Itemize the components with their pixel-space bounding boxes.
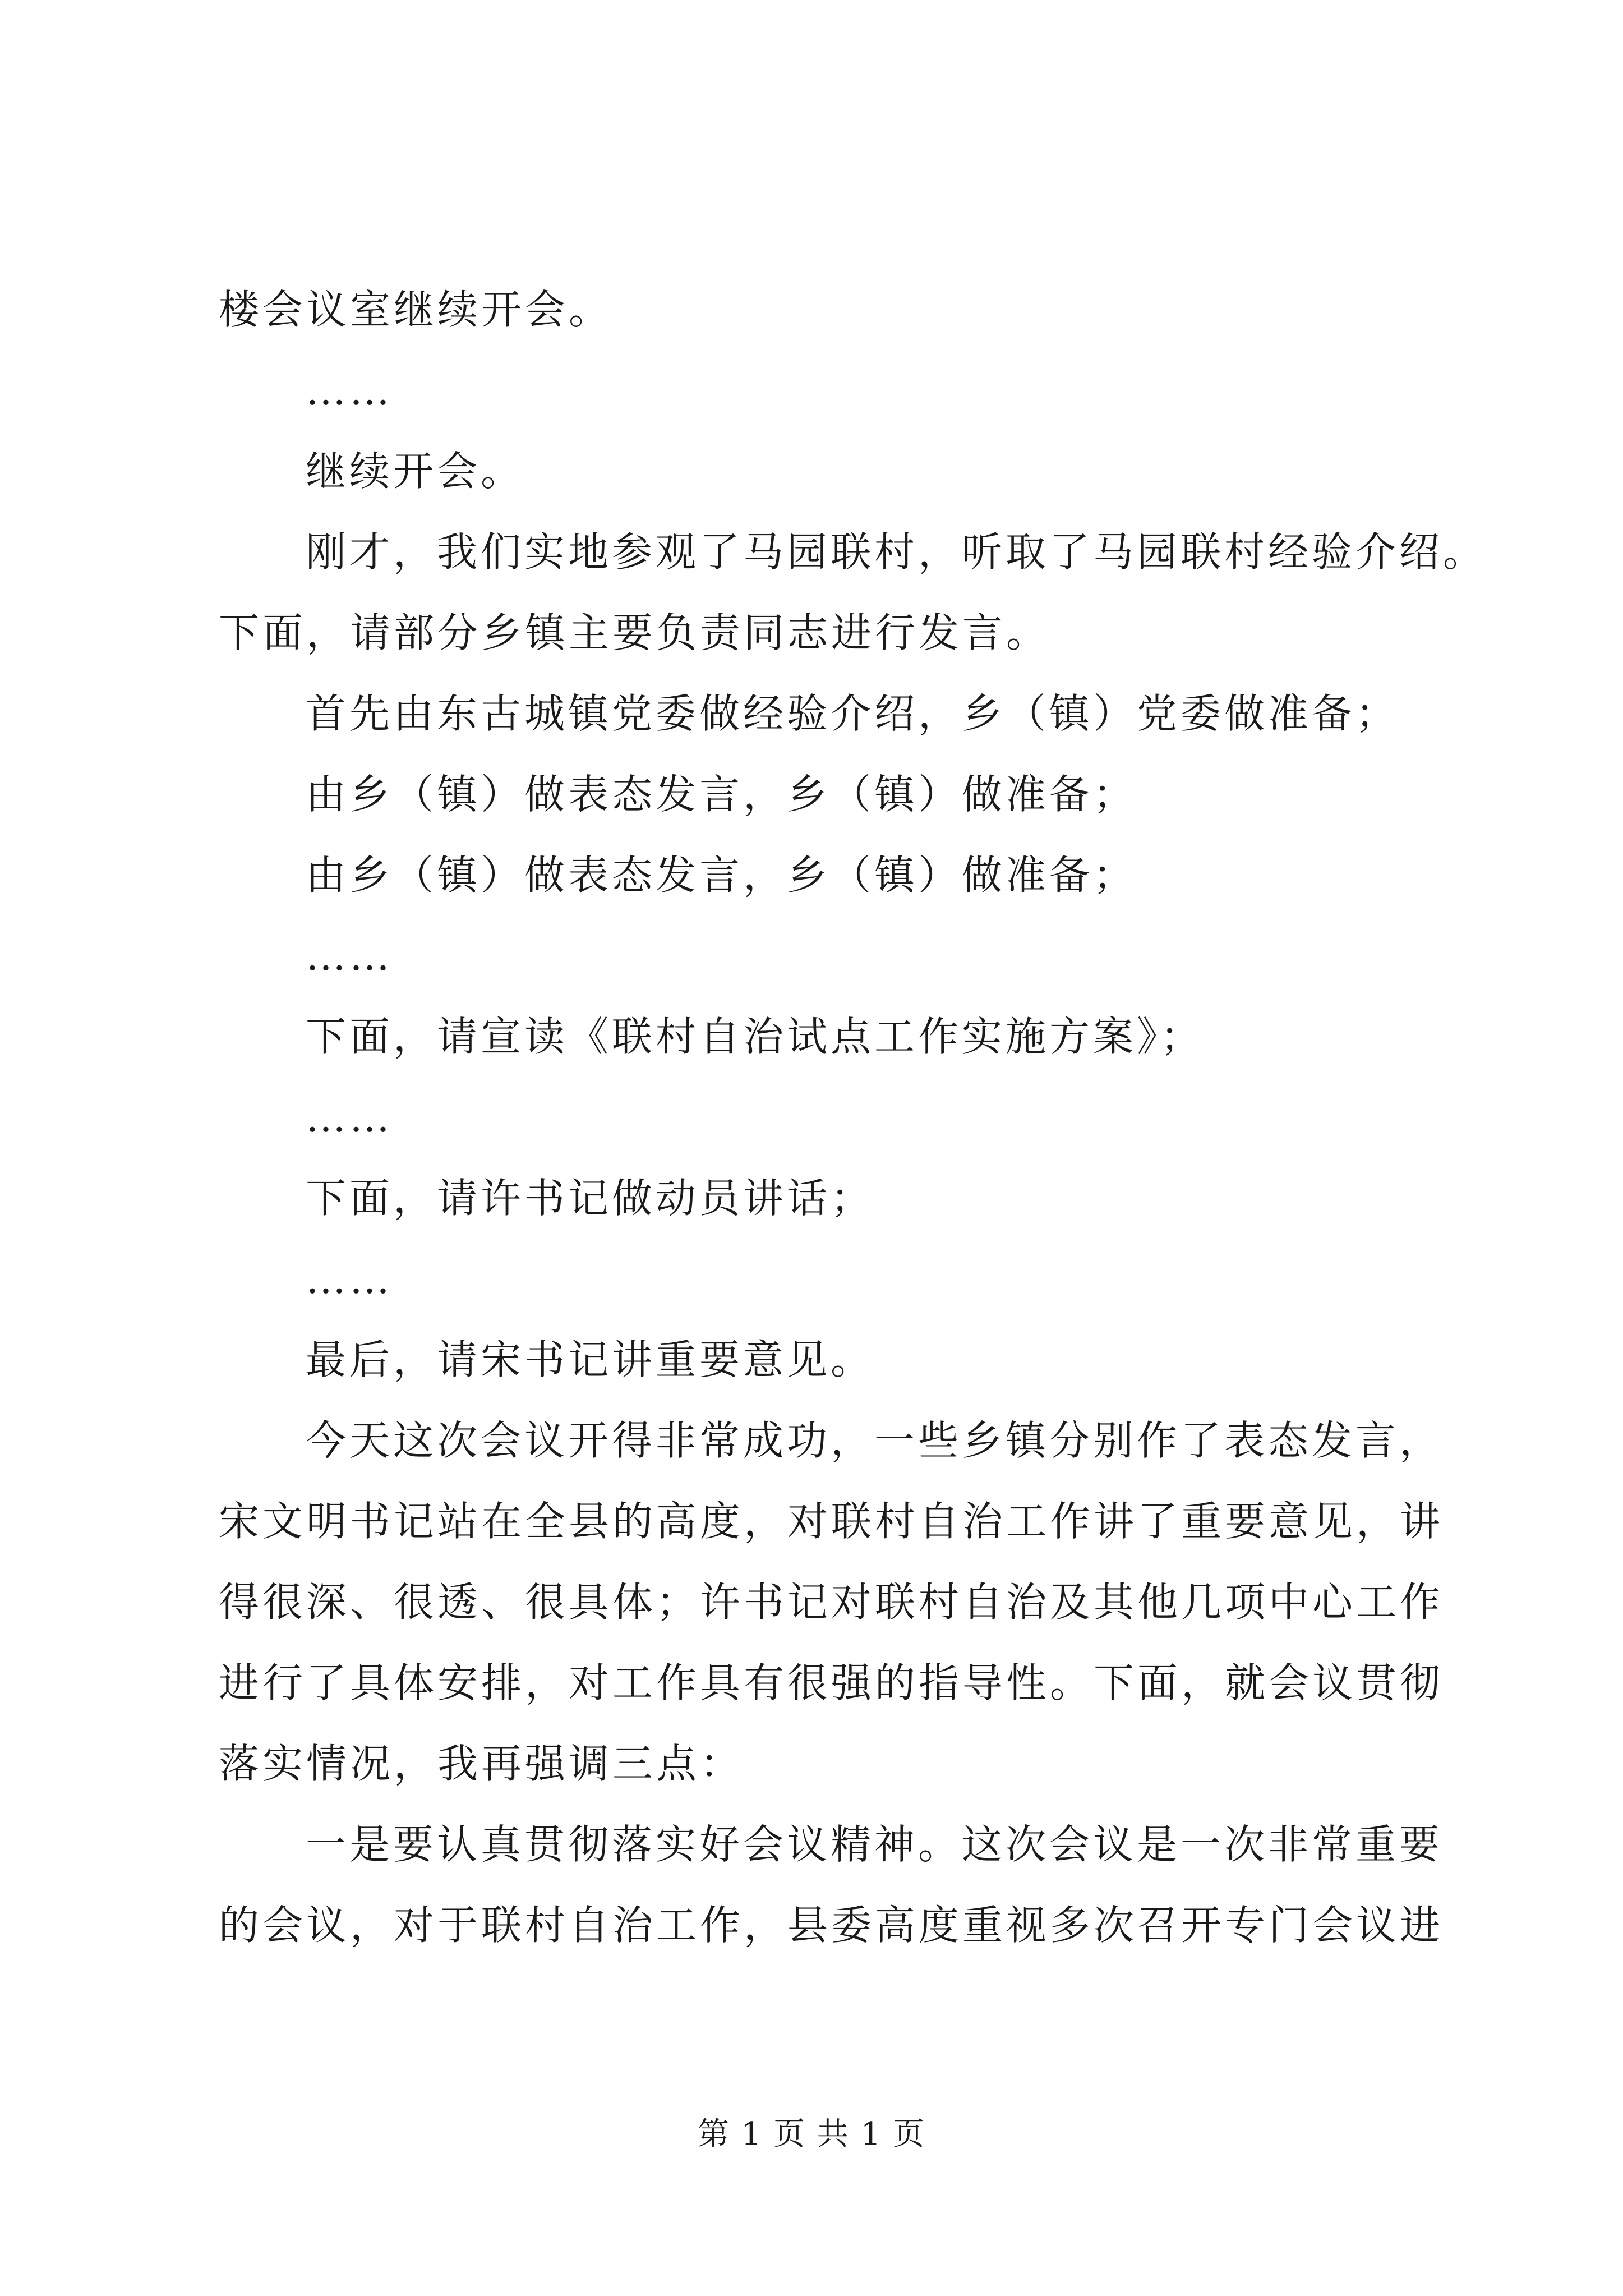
text-line-8: 由乡（镇）做表态发言，乡（镇）做准备； [306,852,1137,899]
text-line-12: 下面，请许书记做动员讲话； [306,1175,875,1222]
text-line-1: 楼会议室继续开会。 [219,286,613,333]
text-line-10: 下面，请宣读《联村自治试点工作实施方案》； [306,1013,1205,1060]
document-body [219,269,1487,1966]
text-line-14: 最后，请宋书记讲重要意见。 [306,1336,875,1383]
text-line-20: 一是要认真贯彻落实好会议精神。这次会议是一次非常重要 [306,1821,1444,1868]
text-line-7: 由乡（镇）做表态发言，乡（镇）做准备； [306,771,1137,818]
page-footer: 第 1 页 共 1 页 [697,2116,926,2152]
ellipsis-line-1: …… [306,367,393,414]
ellipsis-line-3: …… [306,1094,393,1141]
text-line-16: 宋文明书记站在全县的高度，对联村自治工作讲了重要意见，讲 [219,1498,1444,1545]
text-line-15: 今天这次会议开得非常成功，一些乡镇分别作了表态发言， [306,1417,1444,1464]
ellipsis-line-2: …… [306,932,393,979]
text-line-18: 进行了具体安排，对工作具有很强的指导性。下面，就会议贯彻 [219,1659,1444,1706]
text-line-4: 刚才，我们实地参观了马园联村，听取了马园联村经验介绍。 [306,528,1487,576]
text-line-17: 得很深、很透、很具体；许书记对联村自治及其他几项中心工作 [219,1579,1444,1626]
text-line-21: 的会议，对于联村自治工作，县委高度重视多次召开专门会议进 [219,1902,1444,1949]
text-line-19: 落实情况，我再强调三点： [219,1740,744,1787]
text-line-3: 继续开会。 [306,448,525,495]
text-line-5: 下面，请部分乡镇主要负责同志进行发言。 [219,609,1050,656]
ellipsis-line-4: …… [306,1255,393,1303]
text-line-6: 首先由东古城镇党委做经验介绍，乡（镇）党委做准备； [306,690,1400,737]
